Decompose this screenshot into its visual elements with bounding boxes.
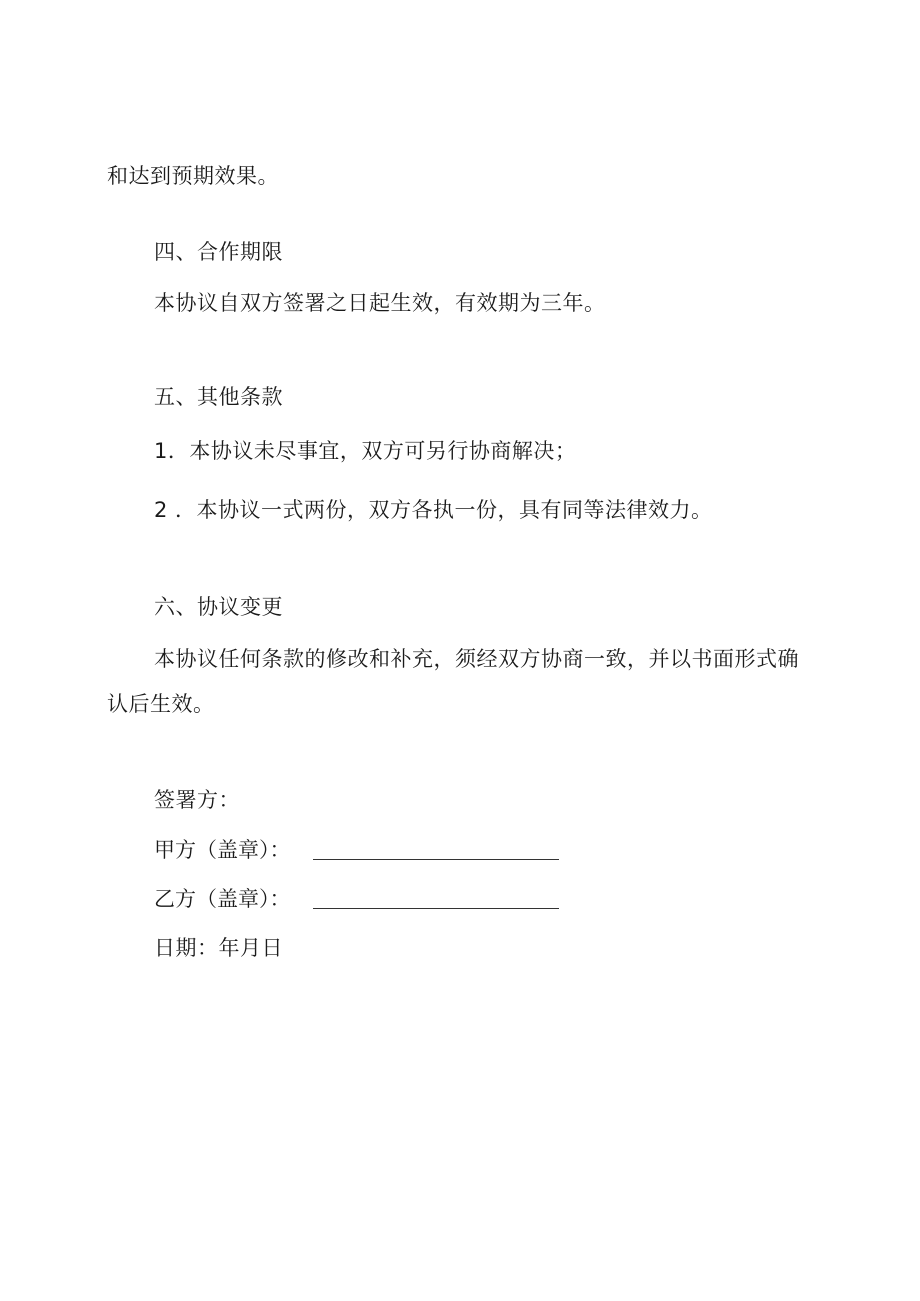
party-b-signature-row bbox=[154, 885, 559, 913]
section-6-heading: 六、协议变更 bbox=[154, 595, 283, 619]
section-4-heading: 四、合作期限 bbox=[154, 240, 283, 264]
party-b-signature-line bbox=[313, 907, 559, 909]
section-6-body-line-1: 本协议任何条款的修改和补充，须经双方协商一致，并以书面形式确 bbox=[154, 647, 799, 671]
section-5-item-2: 2 ．本协议一式两份，双方各执一份，具有同等法律效力。 bbox=[154, 498, 713, 522]
date-line: 日期：年月日 bbox=[154, 936, 283, 960]
party-b-label: 乙方（盖章）： bbox=[154, 887, 291, 911]
party-a-signature-row bbox=[154, 836, 559, 864]
continuation-text: 和达到预期效果。 bbox=[107, 164, 279, 188]
section-4-body: 本协议自双方签署之日起生效，有效期为三年。 bbox=[154, 291, 606, 315]
section-5-item-1: 1．本协议未尽事宜，双方可另行协商解决； bbox=[154, 439, 577, 463]
section-5-heading: 五、其他条款 bbox=[154, 385, 283, 409]
signatures-title: 签署方： bbox=[154, 788, 240, 812]
party-a-label: 甲方（盖章）： bbox=[154, 838, 291, 862]
party-a-signature-line bbox=[313, 858, 559, 860]
section-6-body-line-2: 认后生效。 bbox=[107, 692, 215, 716]
